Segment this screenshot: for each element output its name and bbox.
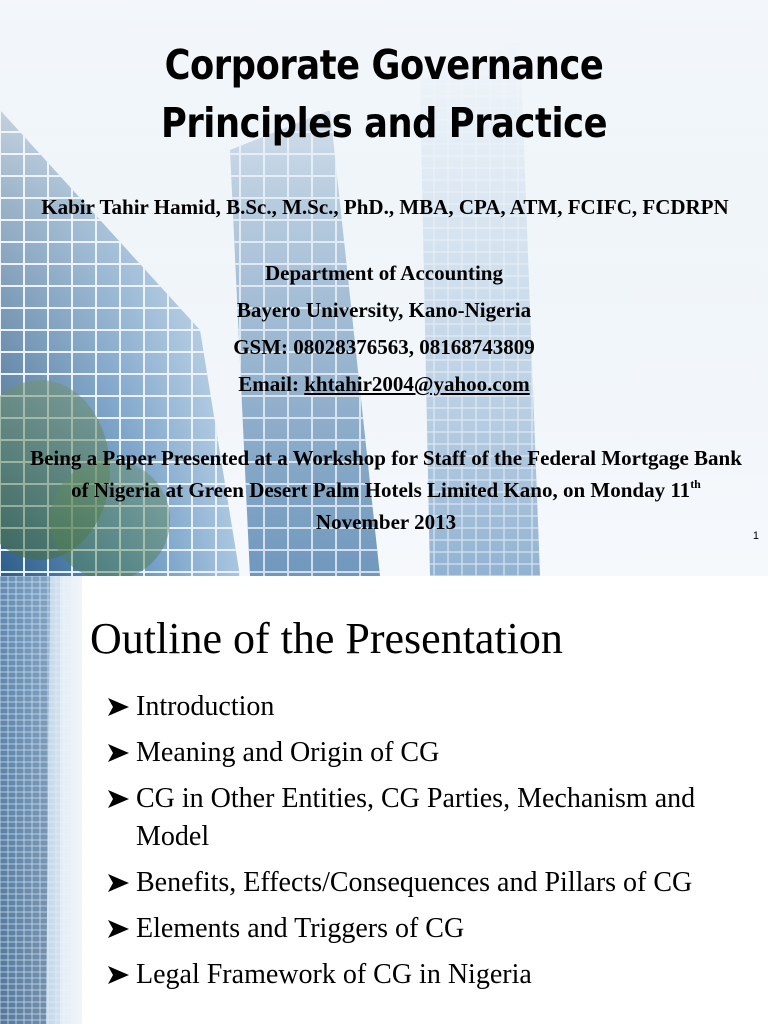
email-line bbox=[0, 369, 768, 399]
note-text-end: November 2013 bbox=[315, 510, 457, 534]
list-item bbox=[107, 910, 747, 948]
list-item-label: Introduction bbox=[136, 691, 275, 722]
ordinal-suffix: th bbox=[690, 477, 701, 491]
email-link[interactable]: khtahir2004@yahoo.com bbox=[304, 372, 530, 396]
arrow-bullet-icon bbox=[107, 965, 131, 985]
arrow-bullet-icon bbox=[107, 919, 131, 939]
list-item-label: Benefits, Effects/Consequences and Pillars of CG bbox=[136, 867, 693, 898]
list-item bbox=[107, 956, 747, 994]
list-item bbox=[107, 864, 747, 902]
arrow-bullet-icon bbox=[107, 873, 131, 893]
arrow-bullet-icon bbox=[107, 697, 131, 717]
phone-numbers: GSM: 08028376563, 08168743809 bbox=[233, 335, 535, 359]
title-line: Principles and Practice bbox=[160, 99, 608, 147]
page-number: 1 bbox=[752, 530, 759, 542]
list-item bbox=[107, 734, 747, 772]
arrow-bullet-icon bbox=[107, 789, 131, 809]
list-item-label: Meaning and Origin of CG bbox=[136, 737, 440, 768]
title-line: Corporate Governance bbox=[164, 41, 604, 89]
slide-title: Outline of the Presentation bbox=[90, 614, 563, 663]
author-name: Kabir Tahir Hamid, B.Sc., M.Sc., PhD., MBA, CPA, ATM, FCIFC, FCDRPN bbox=[41, 195, 729, 219]
outline-list bbox=[107, 688, 747, 1002]
list-item-label: Elements and Triggers of CG bbox=[136, 913, 465, 944]
building-side-image bbox=[0, 576, 82, 1024]
university: Bayero University, Kano-Nigeria bbox=[236, 298, 532, 322]
outline-slide bbox=[0, 576, 768, 1024]
list-item bbox=[107, 688, 747, 726]
department: Department of Accounting bbox=[265, 261, 503, 285]
list-item-label: CG in Other Entities, CG Parties, Mechanism and Model bbox=[136, 783, 696, 852]
note-text: Being a Paper Presented at a Workshop for Staff of the Federal Mortgage Bank of Nigeria at Green Desert Palm Hotels Limited Kano, on Monday 11 bbox=[30, 446, 742, 502]
slide-title bbox=[54, 36, 714, 152]
list-item bbox=[107, 780, 747, 856]
arrow-bullet-icon bbox=[107, 743, 131, 763]
presentation-note bbox=[30, 442, 742, 538]
list-item-label: Legal Framework of CG in Nigeria bbox=[136, 959, 532, 990]
email-label: Email: bbox=[238, 372, 305, 396]
